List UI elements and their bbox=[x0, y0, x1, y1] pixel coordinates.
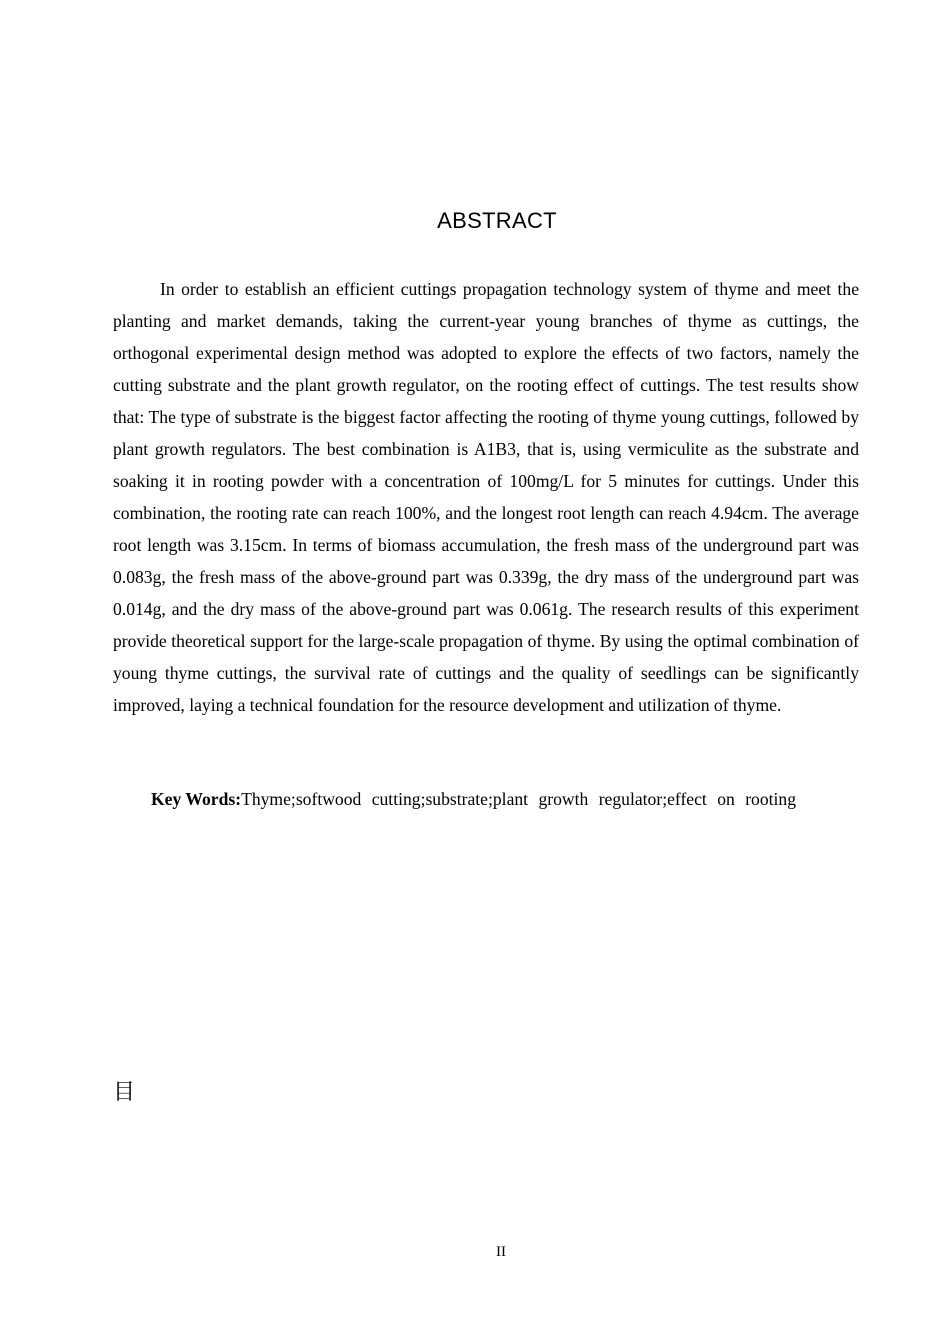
toc-heading-fragment: 目 bbox=[113, 1080, 136, 1105]
keywords-text: Thyme;softwood cutting;substrate;plant growth regulator;effect on rooting bbox=[241, 789, 797, 809]
keywords-line bbox=[151, 783, 859, 815]
abstract-title: ABSTRACT bbox=[437, 208, 557, 233]
keywords-label: Key Words: bbox=[151, 789, 242, 809]
page-number: II bbox=[496, 1244, 506, 1260]
abstract-body: In order to establish an efficient cuttings propagation technology system of thyme and meet the planting and market demands, taking the current-year young branches of thyme as cuttings, the orthogonal experimental design method was adopted to explore the effects of two factors, namely the cutting substrate and the plant growth regulator, on the rooting effect of cuttings. The test results show that: The type of substrate is the biggest factor affecting the rooting of thyme young cuttings, followed by plant growth regulators. The best combination is A1B3, that is, using vermiculite as the substrate and soaking it in rooting powder with a concentration of 100mg/L for 5 minutes for cuttings. Under this combination, the rooting rate can reach 100%, and the longest root length can reach 4.94cm. The average root length was 3.15cm. In terms of biomass accumulation, the fresh mass of the underground part was 0.083g, the fresh mass of the above-ground part was 0.339g, the dry mass of the underground part was 0.014g, and the dry mass of the above-ground part was 0.061g. The research results of this experiment provide theoretical support for the large-scale propagation of thyme. By using the optimal combination of young thyme cuttings, the survival rate of cuttings and the quality of seedlings can be significantly improved, laying a technical foundation for the resource development and utilization of thyme. bbox=[113, 279, 859, 715]
